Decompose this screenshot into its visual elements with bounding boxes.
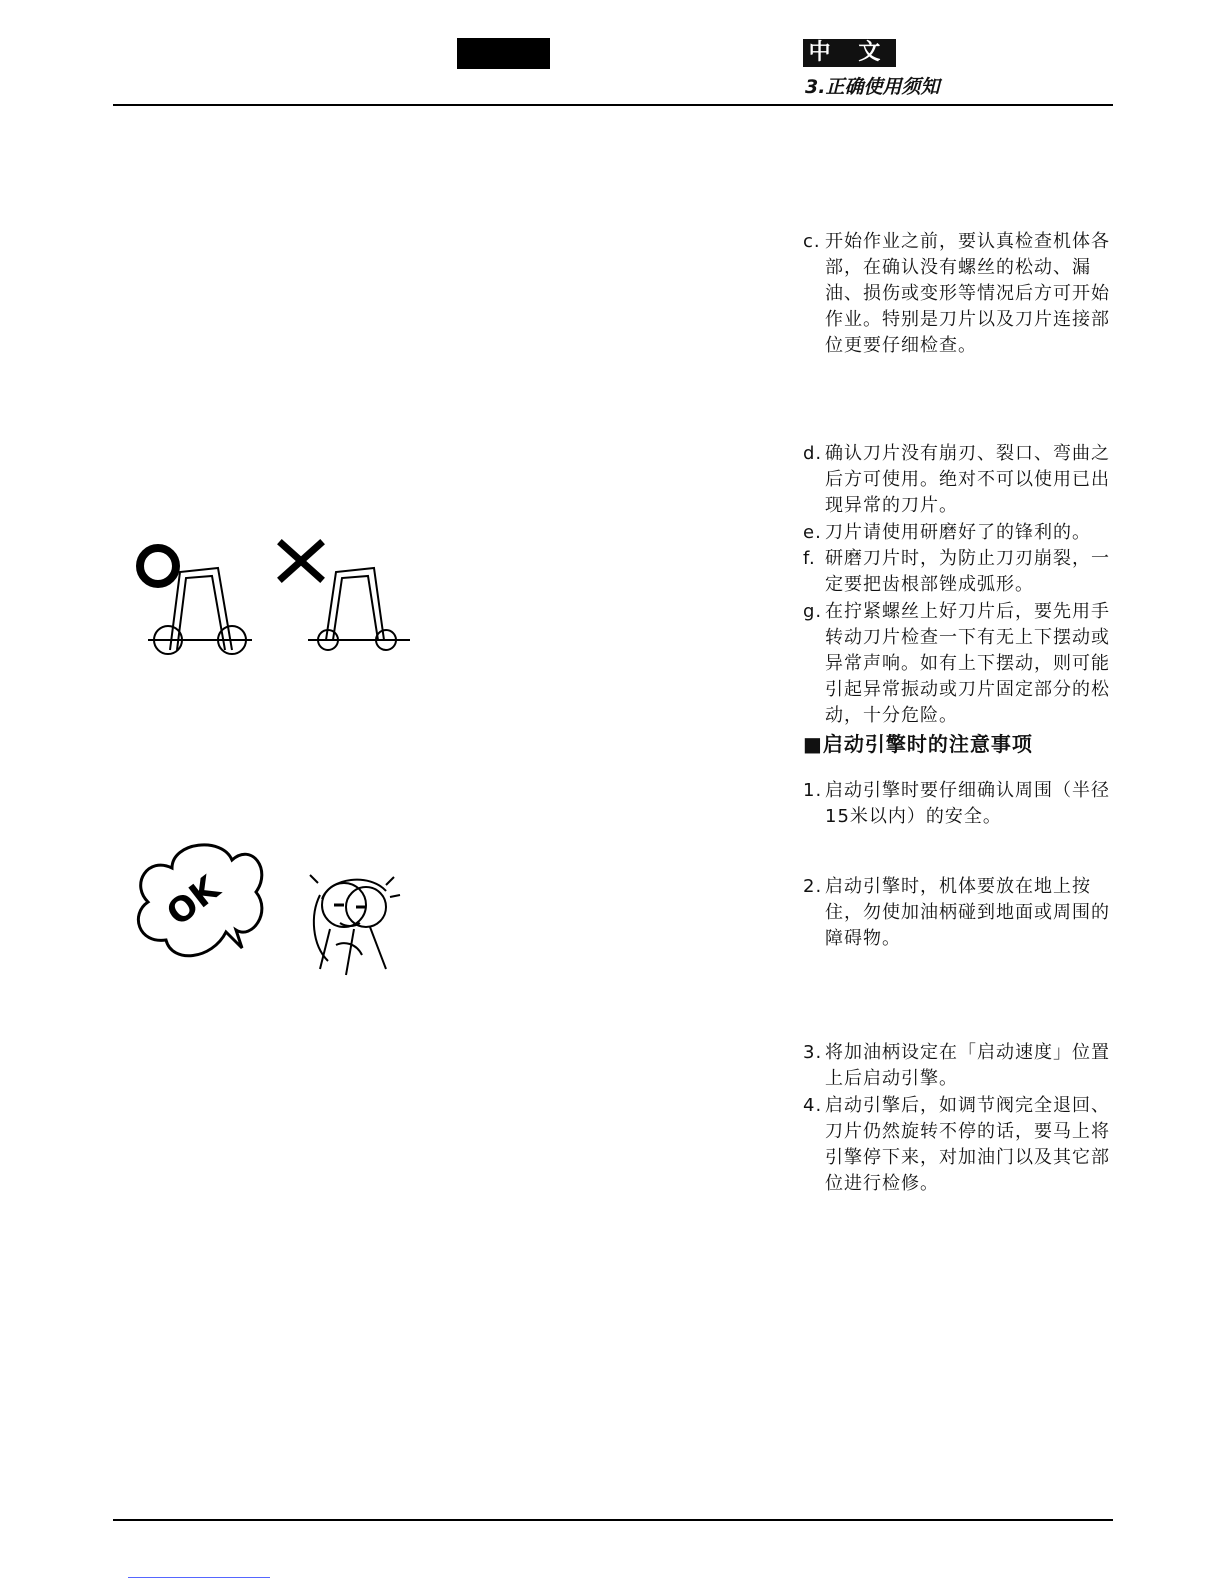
incorrect-mark-icon xyxy=(282,544,320,578)
item-text: 将加油柄设定在「启动速度」位置上后启动引擎。 xyxy=(825,1042,1110,1089)
section-title: 3.正确使用须知 xyxy=(805,76,940,98)
ok-bubble-illustration xyxy=(132,840,272,980)
engine-item-4 xyxy=(803,1093,1121,1197)
worried-person-illustration xyxy=(300,865,410,980)
item-text: 启动引擎后，如调节阀完全退回、刀片仍然旋转不停的话，要马上将引擎停下来，对加油门以及其它部位进行检修。 xyxy=(825,1095,1110,1194)
instruction-e xyxy=(803,520,1121,546)
engine-item-1 xyxy=(803,778,1121,830)
instruction-g xyxy=(803,599,1121,729)
instruction-f xyxy=(803,546,1121,598)
instruction-c xyxy=(803,229,1121,359)
instruction-label: e. xyxy=(803,522,822,543)
item-number: 1. xyxy=(803,780,823,801)
item-text: 启动引擎时，机体要放在地上按住，勿使加油柄碰到地面或周围的障碍物。 xyxy=(825,876,1110,949)
item-number: 2. xyxy=(803,876,823,897)
instruction-text: 在拧紧螺丝上好刀片后，要先用手转动刀片检查一下有无上下摆动或异常声响。如有上下摆动，则可能引起异常振动或刀片固定部分的松动，十分危险。 xyxy=(825,601,1110,726)
item-number: 4. xyxy=(803,1095,823,1116)
instruction-text: 开始作业之前，要认真检查机体各部，在确认没有螺丝的松动、漏油、损伤或变形等情况后方可开始作业。特别是刀片以及刀片连接部位更要仔细检查。 xyxy=(825,231,1110,356)
blade-tooth-diagram xyxy=(130,540,430,670)
instruction-text: 刀片请使用研磨好了的锋利的。 xyxy=(825,522,1091,543)
header-black-tab xyxy=(457,38,550,69)
item-text: 启动引擎时要仔细确认周围（半径15米以内）的安全。 xyxy=(825,780,1110,827)
correct-mark-icon xyxy=(140,548,176,584)
incorrect-tooth-figure xyxy=(308,568,410,650)
instruction-label: f. xyxy=(803,548,816,569)
bottom-divider xyxy=(113,1519,1113,1521)
footer-link-underline xyxy=(128,1577,270,1578)
engine-start-heading: ■启动引擎时的注意事项 xyxy=(803,732,1033,756)
instruction-text: 确认刀片没有崩刃、裂口、弯曲之后方可使用。绝对不可以使用已出现异常的刀片。 xyxy=(825,443,1110,516)
language-badge: 中 文 xyxy=(803,39,896,67)
instruction-label: g. xyxy=(803,601,823,622)
instruction-label: c. xyxy=(803,231,821,252)
instruction-label: d. xyxy=(803,443,823,464)
engine-item-2 xyxy=(803,874,1121,952)
top-divider xyxy=(113,104,1113,106)
instruction-d xyxy=(803,441,1121,519)
engine-item-3 xyxy=(803,1040,1121,1092)
item-number: 3. xyxy=(803,1042,823,1063)
ok-bubble-text: OK xyxy=(159,868,228,934)
instruction-text: 研磨刀片时，为防止刀刃崩裂，一定要把齿根部锉成弧形。 xyxy=(825,548,1110,595)
